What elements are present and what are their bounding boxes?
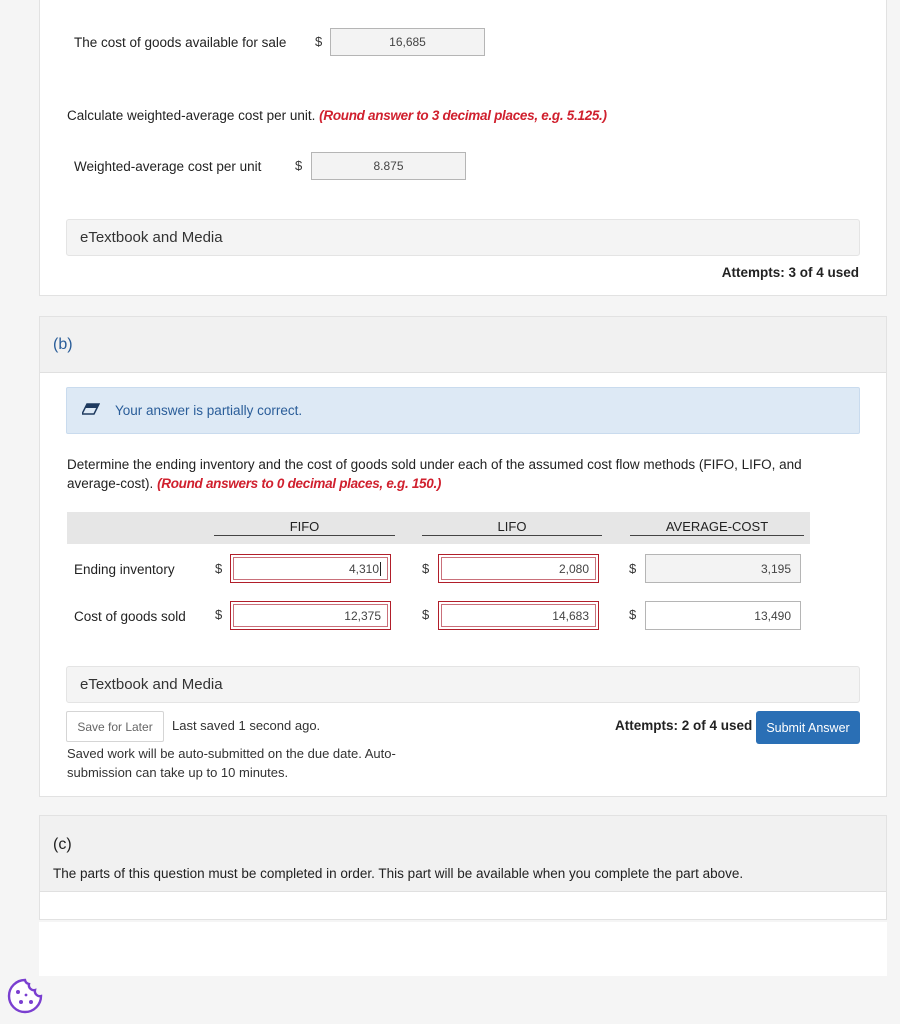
currency-cogs-avg: $ (629, 607, 637, 622)
attempts-b: Attempts: 2 of 4 used (615, 718, 753, 733)
currency-ei-avg: $ (629, 561, 637, 576)
goods-available-currency: $ (315, 34, 323, 49)
save-for-later-button[interactable]: Save for Later (66, 711, 164, 742)
cookie-icon[interactable] (7, 978, 43, 1014)
ending-inventory-lifo-input[interactable]: 2,080 (438, 554, 599, 583)
cogs-fifo-input[interactable]: 12,375 (230, 601, 391, 630)
wacpu-label: Weighted-average cost per unit (74, 159, 262, 174)
feedback-box (66, 387, 860, 434)
cogs-lifo-input[interactable]: 14,683 (438, 601, 599, 630)
part-b-card (39, 316, 887, 797)
last-saved-text: Last saved 1 second ago. (172, 718, 321, 733)
part-c-label: (c) (53, 836, 72, 853)
part-c-message: The parts of this question must be completed in order. This part will be available when you complete the part above. (53, 866, 744, 881)
table-header-row (67, 512, 810, 544)
col-header-average: AVERAGE-COST (630, 512, 804, 543)
col-header-lifo: LIFO (422, 512, 602, 543)
part-c-card (39, 815, 887, 920)
part-b-instruction: Determine the ending inventory and the cost of goods sold under each of the assumed cost flow methods (FIFO, LIFO, and average-cost). (Round answers to 0 decimal places, e.g. 150.) (67, 457, 802, 491)
etextbook-media-a[interactable]: eTextbook and Media (66, 219, 860, 256)
part-b-header (40, 317, 886, 373)
col-header-fifo: FIFO (214, 512, 395, 543)
part-a-instruction: Calculate weighted-average cost per unit. (Round answer to 3 decimal places, e.g. 5.125.) (67, 108, 607, 123)
ending-inventory-fifo-input[interactable]: 4,310 (230, 554, 391, 583)
currency-ei-fifo: $ (215, 561, 223, 576)
goods-available-label: The cost of goods available for sale (74, 35, 287, 50)
currency-ei-lifo: $ (422, 561, 430, 576)
wacpu-currency: $ (295, 158, 303, 173)
eraser-icon (82, 402, 100, 421)
etextbook-media-b[interactable]: eTextbook and Media (66, 666, 860, 703)
blank-panel (39, 922, 887, 976)
part-b-instruction-hint: (Round answers to 0 decimal places, e.g. 150.) (157, 476, 442, 491)
attempts-a: Attempts: 3 of 4 used (721, 265, 859, 280)
submit-answer-button[interactable]: Submit Answer (756, 711, 860, 744)
part-a-card (39, 0, 887, 296)
currency-cogs-fifo: $ (215, 607, 223, 622)
part-c-header (40, 816, 886, 892)
part-b-label: (b) (53, 336, 73, 353)
feedback-text: Your answer is partially correct. (115, 403, 303, 418)
currency-cogs-lifo: $ (422, 607, 430, 622)
row-label-cogs: Cost of goods sold (74, 609, 186, 624)
part-a-instruction-hint: (Round answer to 3 decimal places, e.g. 5.125.) (319, 108, 607, 123)
goods-available-field: 16,685 (330, 28, 485, 56)
cogs-average-input[interactable]: 13,490 (645, 601, 801, 630)
row-label-ending-inventory: Ending inventory (74, 562, 175, 577)
ending-inventory-average-field: 3,195 (645, 554, 801, 583)
wacpu-field: 8.875 (311, 152, 466, 180)
autosubmit-note: Saved work will be auto-submitted on the due date. Auto-submission can take up to 10 minutes. (67, 746, 396, 780)
